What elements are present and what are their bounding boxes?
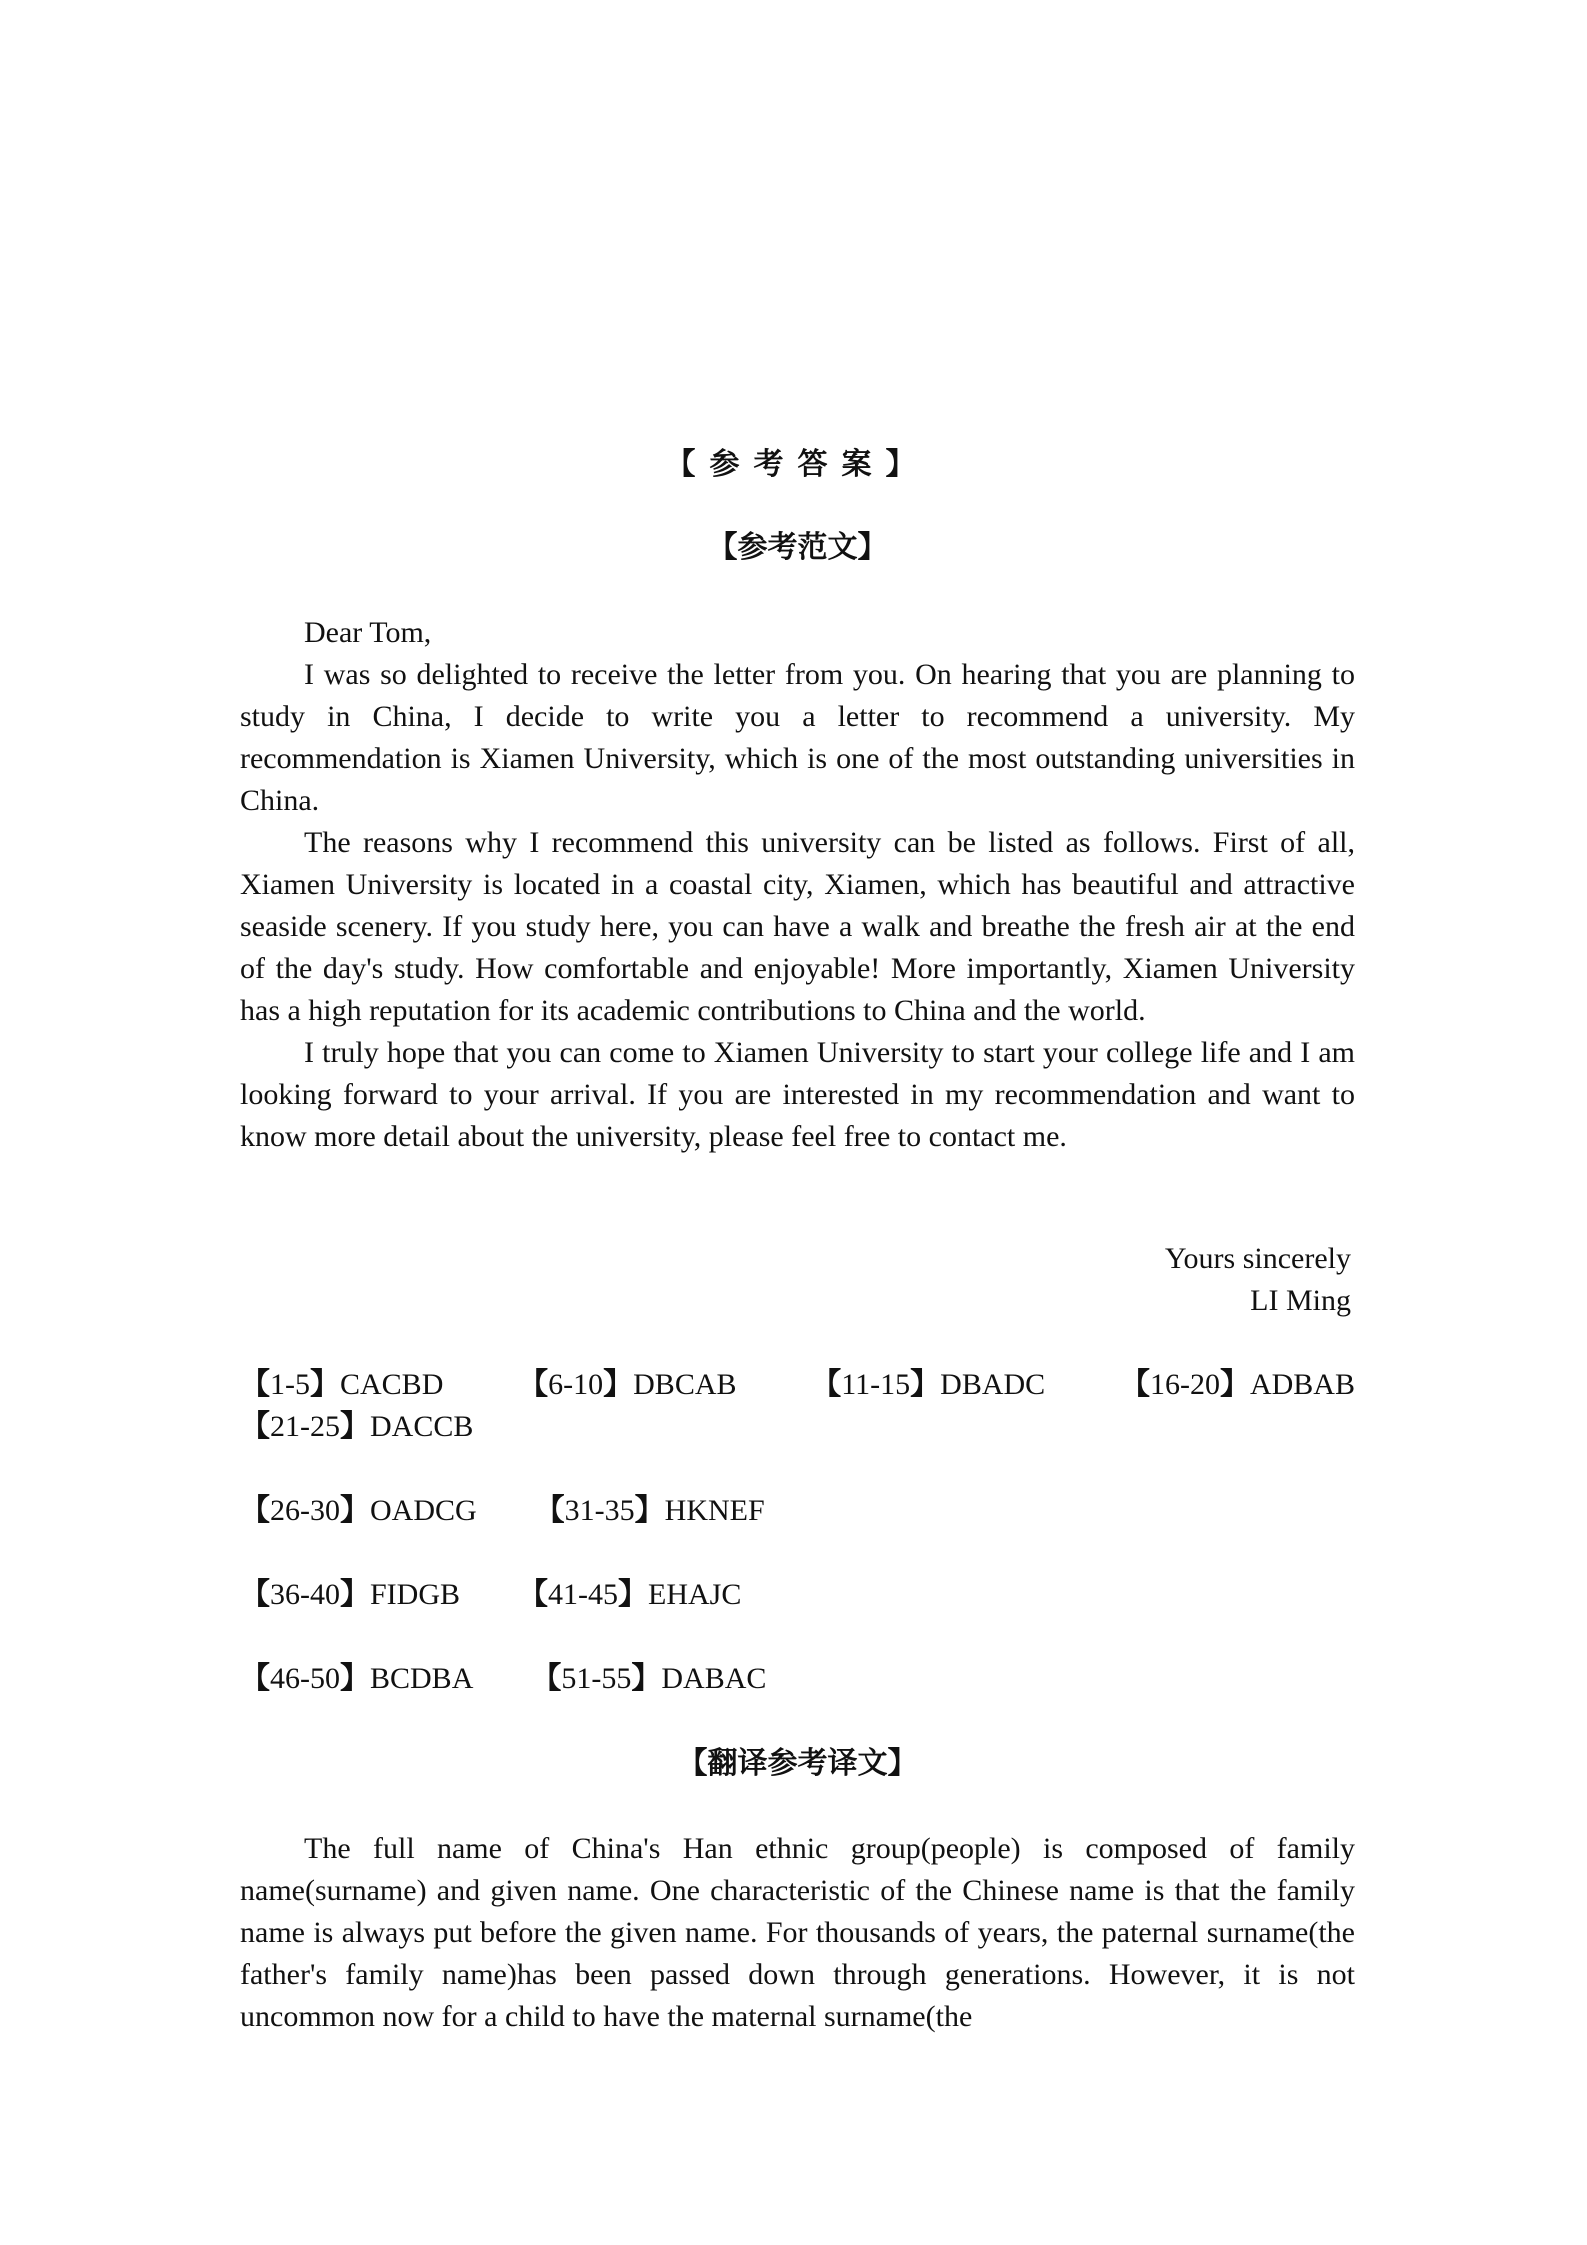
answer-row-4 [240,1574,1355,1616]
answer-item: 【51-55】DABAC [531,1661,767,1696]
answer-item: 【21-25】DACCB [240,1409,474,1444]
answer-item: 【46-50】BCDBA [240,1661,474,1696]
answer-item: 【41-45】EHAJC [518,1577,742,1612]
answer-row-3 [240,1490,1355,1532]
answer-item: 【26-30】OADCG [240,1493,477,1528]
translation-paragraph: The full name of China's Han ethnic group(people) is composed of family name(surname) and given name. One characteristic of the Chinese name is that the family name is always put before the given name. For thousands of years, the paternal surname(the father's family name)has been passed down through generations. However, it is not uncommon now for a child to have the maternal surname(the [240,1832,1355,2033]
answer-row-5 [240,1658,1355,1700]
letter-paragraph-2: The reasons why I recommend this university can be listed as follows. First of all, Xiamen University is located in a coastal city, Xiamen, which has beautiful and attractive seaside scenery. If you study here, you can have a walk and breathe the fresh air at the end of the day's study. How comfortable and enjoyable! More importantly, Xiamen University has a high reputation for its academic contributions to China and the world. [240,826,1355,1027]
letter-closing-phrase: Yours sincerely [1164,1242,1351,1275]
letter-closing [1165,1238,1351,1322]
answer-key-page [240,0,1355,2245]
answer-item: 【6-10】DBCAB [518,1367,737,1402]
letter-paragraph-3: I truly hope that you can come to Xiamen University to start your college life and I am looking forward to your arrival. If you are interested in my recommendation and want to know more detail about the university, please feel free to contact me. [240,1036,1355,1153]
answer-item: 【16-20】ADBAB [1119,1367,1355,1402]
letter-paragraph-1: I was so delighted to receive the letter from you. On hearing that you are planning to study in China, I decide to write you a letter to recommend a university. My recommendation is Xiamen University, which is one of the most outstanding universities in China. [240,658,1355,817]
page-title: 【参考答案】 [665,447,930,482]
answer-item: 【11-15】DBADC [811,1367,1046,1402]
translation-heading: 【翻译参考译文】 [677,1746,918,1781]
letter-signature: LI Ming [1250,1284,1351,1317]
model-essay-heading: 【参考范文】 [707,530,888,565]
answer-row-2 [240,1406,1355,1448]
letter-salutation: Dear Tom, [304,616,432,649]
answer-item: 【31-35】HKNEF [534,1493,765,1528]
translation-text [240,1828,1355,2038]
answer-keys [240,1364,1355,1700]
answer-row-1 [240,1364,1355,1406]
answer-item: 【1-5】CACBD [240,1367,444,1402]
model-letter [240,612,1355,1158]
answer-item: 【36-40】FIDGB [240,1577,461,1612]
